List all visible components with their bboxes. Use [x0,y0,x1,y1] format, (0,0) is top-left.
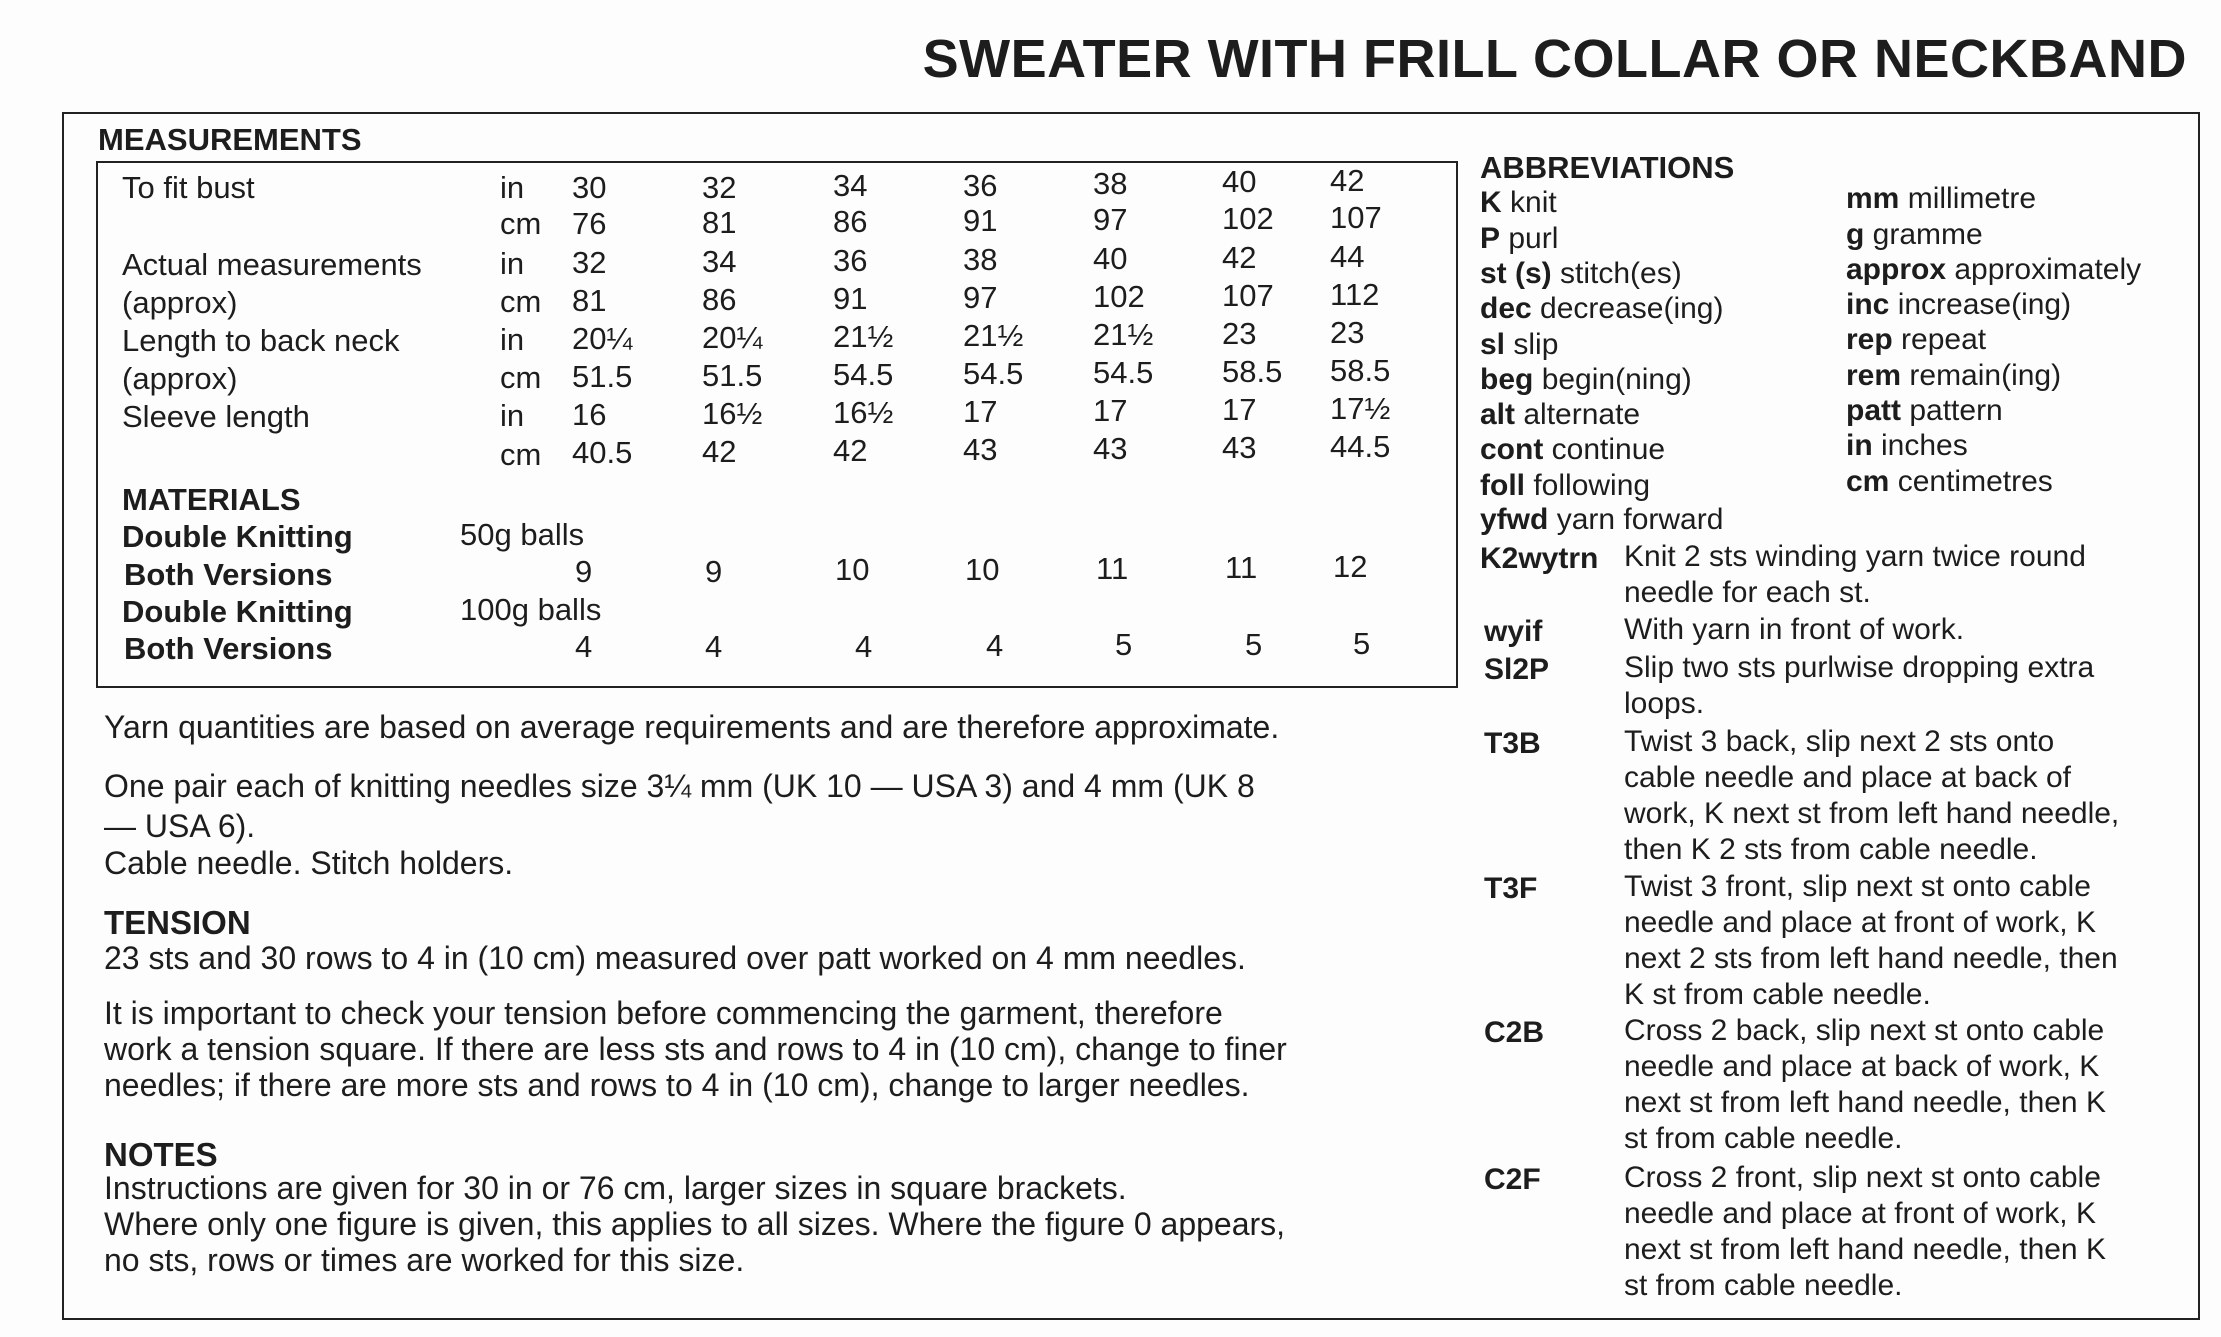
cell: 16 [572,397,607,432]
cell: 107 [1330,200,1382,235]
cell: 43 [963,432,998,467]
cell: 4 [705,629,723,664]
cell: 21½ [1093,317,1154,352]
needles-line: Cable needle. Stitch holders. [104,845,514,881]
abbr-def: Twist 3 back, slip next 2 sts onto cable needle and place at back of work, K next st from left hand needle, then K 2 sts from cable needle. [1624,725,2120,866]
cell: 32 [572,245,607,280]
cell: 5 [1353,626,1371,661]
abbr-def: Cross 2 front, slip next st onto cable needle and place at front of work, K next st from left hand needle, then K st from cable needle. [1624,1161,2106,1302]
cell: 51.5 [702,358,763,393]
abbr-item: cm centimetres [1846,465,2053,498]
cell: 5 [1245,627,1263,662]
abbr-def: Cross 2 back, slip next st onto cable needle and place at back of work, K next st from left hand needle, then K st from cable needle. [1624,1014,2106,1155]
cell: 81 [572,283,607,318]
cell: 107 [1222,278,1274,313]
cell: 32 [702,170,737,205]
row-unit: cm [500,360,542,395]
row-unit: cm [500,437,542,472]
abbr-key: C2B [1484,1016,1545,1049]
cell: 43 [1093,431,1128,466]
material-versions: Both Versions [124,631,333,666]
abbr-item: alt alternate [1480,398,1641,431]
abbr-key: Sl2P [1484,653,1550,686]
tension-check-line: needles; if there are more sts and rows to 4 in (10 cm), change to larger needles. [104,1067,1250,1103]
cell: 97 [1093,202,1128,237]
abbr-key: T3B [1484,727,1541,760]
row-label: Sleeve length [122,399,310,434]
row-label: To fit bust [122,170,255,205]
row-label: (approx) [122,361,238,396]
cell: 21½ [833,319,894,354]
abbr-key: T3F [1484,872,1538,905]
cell: 9 [705,554,723,589]
needles-line: — USA 6). [104,808,256,844]
cell: 36 [833,243,868,278]
ball-size: 50g balls [460,517,585,552]
cell: 86 [702,282,737,317]
cell: 30 [572,170,607,205]
cell: 40 [1222,164,1257,199]
tension-check-line: work a tension square. If there are less sts and rows to 4 in (10 cm), change to finer [104,1031,1287,1067]
cell: 42 [1222,240,1257,275]
row-unit: in [500,322,525,357]
row-unit: cm [500,206,542,241]
cell: 102 [1093,279,1145,314]
abbr-item: patt pattern [1846,394,2003,427]
abbr-item: rem remain(ing) [1846,359,2062,392]
abbr-key: wyif [1484,615,1543,648]
cell: 34 [702,244,737,279]
notes-line: Where only one figure is given, this applies to all sizes. Where the figure 0 appears, [104,1206,1286,1242]
materials-heading: MATERIALS [122,482,301,517]
abbr-item: foll following [1480,469,1651,502]
cell: 9 [575,554,593,589]
cell: 44.5 [1330,429,1391,464]
material-name: Double Knitting [122,519,353,554]
row-label: Length to back neck [122,323,400,358]
cell: 54.5 [1093,355,1154,390]
cell: 86 [833,204,868,239]
cell: 112 [1330,277,1380,312]
cell: 34 [833,168,868,203]
yarn-note: Yarn quantities are based on average requirements and are therefore approximate. [104,709,1280,745]
cell: 11 [1225,550,1258,585]
row-unit: in [500,170,525,205]
cell: 36 [963,168,998,203]
cell: 23 [1330,315,1365,350]
cell: 38 [963,242,998,277]
material-versions: Both Versions [124,557,333,592]
cell: 91 [833,281,868,316]
cell: 17½ [1330,391,1391,426]
cell: 4 [855,629,873,664]
abbr-item: rep repeat [1846,323,1987,356]
cell: 42 [833,433,868,468]
cell: 17 [1222,392,1257,427]
cell: 43 [1222,430,1257,465]
cell: 54.5 [963,356,1024,391]
cell: 40 [1093,241,1128,276]
cell: 91 [963,203,998,238]
row-label: (approx) [122,285,238,320]
cell: 58.5 [1222,354,1283,389]
ball-size: 100g balls [460,592,602,627]
tension-check-line: It is important to check your tension before commencing the garment, therefore [104,995,1223,1031]
page-title: SWEATER WITH FRILL COLLAR OR NECKBAND [922,29,2187,89]
cell: 54.5 [833,357,894,392]
abbr-item: inc increase(ing) [1846,288,2072,321]
abbr-item: st (s) stitch(es) [1480,257,1682,290]
cell: 10 [965,552,1000,587]
notes-heading: NOTES [104,1136,218,1173]
cell: 42 [702,434,737,469]
cell: 20¼ [702,320,763,355]
abbr-def: Knit 2 sts winding yarn twice round needle for each st. [1624,540,2086,609]
cell: 17 [963,394,998,429]
cell: 5 [1115,627,1133,662]
cell: 17 [1093,393,1128,428]
cell: 40.5 [572,435,633,470]
row-label: Actual measurements [122,247,422,282]
cell: 4 [986,628,1004,663]
material-name: Double Knitting [122,594,353,629]
cell: 44 [1330,239,1365,274]
cell: 51.5 [572,359,633,394]
tension-line: 23 sts and 30 rows to 4 in (10 cm) measured over patt worked on 4 mm needles. [104,940,1246,976]
abbr-item: cont continue [1480,433,1666,466]
cell: 16½ [702,396,763,431]
abbr-item: K knit [1480,186,1557,219]
cell: 4 [575,629,593,664]
cell: 11 [1096,551,1129,586]
abbr-item: in inches [1846,429,1968,462]
abbr-item: beg begin(ning) [1480,363,1692,396]
abbr-item: P purl [1480,222,1559,255]
tension-heading: TENSION [104,904,251,941]
needles-line: One pair each of knitting needles size 3¼ mm (UK 10 — USA 3) and 4 mm (UK 8 [104,768,1255,804]
abbr-item: approx approximately [1846,253,2142,286]
abbr-key: C2F [1484,1163,1541,1196]
row-unit: in [500,246,525,281]
cell: 16½ [833,395,894,430]
row-unit: in [500,398,525,433]
cell: 42 [1330,163,1365,198]
abbreviations-heading: ABBREVIATIONS [1480,150,1735,185]
row-unit: cm [500,284,542,319]
measurements-heading: MEASUREMENTS [98,122,362,157]
abbr-def: With yarn in front of work. [1624,613,1965,646]
abbr-item: yfwd yarn forward [1480,503,1724,536]
abbr-def: Slip two sts purlwise dropping extra loops. [1624,651,2095,720]
cell: 21½ [963,318,1024,353]
cell: 81 [702,205,737,240]
abbr-item: mm millimetre [1846,182,2037,215]
cell: 76 [572,206,607,241]
cell: 20¼ [572,321,633,356]
cell: 97 [963,280,998,315]
cell: 38 [1093,166,1128,201]
abbr-key: K2wytrn [1480,542,1599,575]
abbr-def: Twist 3 front, slip next st onto cable needle and place at front of work, K next 2 sts from left hand needle, then K st from cable needle. [1624,870,2118,1011]
abbr-item: dec decrease(ing) [1480,292,1724,325]
notes-line: no sts, rows or times are worked for this size. [104,1242,745,1278]
cell: 12 [1333,549,1368,584]
cell: 10 [835,552,870,587]
cell: 23 [1222,316,1257,351]
abbr-item: g gramme [1846,218,1983,251]
notes-line: Instructions are given for 30 in or 76 cm, larger sizes in square brackets. [104,1170,1127,1206]
abbr-item: sl slip [1480,328,1559,361]
cell: 102 [1222,201,1274,236]
cell: 58.5 [1330,353,1391,388]
